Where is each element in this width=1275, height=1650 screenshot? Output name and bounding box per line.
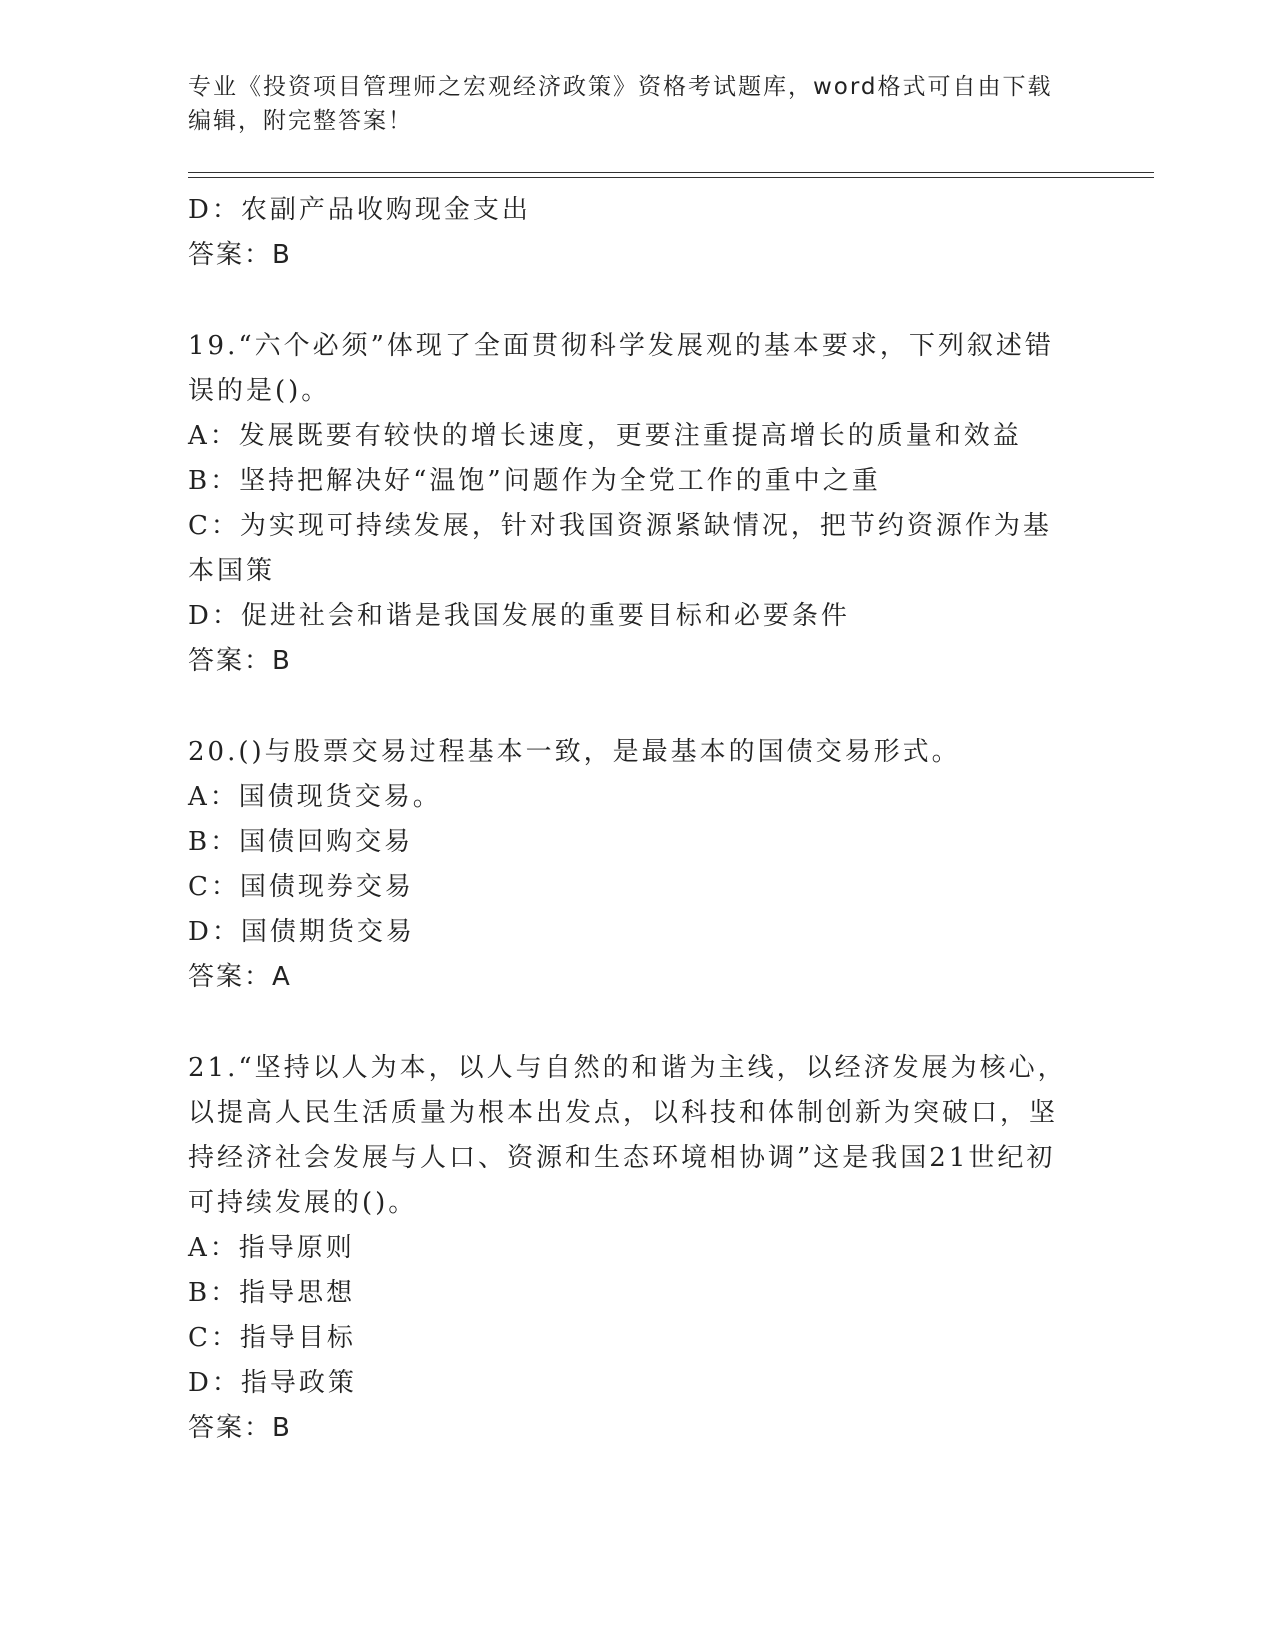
question-19-option-a: A：发展既要有较快的增长速度，更要注重提高增长的质量和效益 — [188, 421, 1022, 451]
question-21-option-d: D：指导政策 — [188, 1368, 357, 1398]
question-19 — [188, 324, 1148, 684]
question-21-option-b: B：指导思想 — [188, 1278, 356, 1308]
question-21-stem: 21.“坚持以人为本，以人与自然的和谐为主线，以经济发展为核心，以提高人民生活质量为根本出发点，以科技和体制创新为突破口，坚持经济社会发展与人口、资源和生态环境相协调”这是我国21世纪初可持续发展的()。 — [188, 1053, 1067, 1218]
question-19-option-d: D：促进社会和谐是我国发展的重要目标和必要条件 — [188, 601, 850, 631]
question-list — [188, 188, 1148, 1451]
header-divider — [188, 172, 1154, 178]
spacer — [188, 1000, 1148, 1046]
document-page — [188, 70, 1148, 1451]
question-20-stem: 20.()与股票交易过程基本一致，是最基本的国债交易形式。 — [188, 737, 961, 767]
question-21 — [188, 1046, 1148, 1451]
question-19-stem: 19.“六个必须”体现了全面贯彻科学发展观的基本要求，下列叙述错误的是()。 — [188, 331, 1054, 406]
spacer — [188, 278, 1148, 324]
question-19-option-b: B：坚持把解决好“温饱”问题作为全党工作的重中之重 — [188, 466, 881, 496]
prev-option-d: D：农副产品收购现金支出 — [188, 195, 531, 225]
question-21-option-c: C：指导目标 — [188, 1323, 356, 1353]
document-header: 专业《投资项目管理师之宏观经济政策》资格考试题库，word格式可自由下载编辑，附完整答案！ — [188, 74, 1053, 134]
spacer — [188, 684, 1148, 730]
question-20-option-b: B：国债回购交易 — [188, 827, 414, 857]
question-21-option-a: A：指导原则 — [188, 1233, 355, 1263]
question-20-option-c: C：国债现券交易 — [188, 872, 414, 902]
question-19-option-c: C：为实现可持续发展，针对我国资源紧缺情况，把节约资源作为基本国策 — [188, 511, 1052, 586]
question-20-option-d: D：国债期货交易 — [188, 917, 415, 947]
question-20-option-a: A：国债现货交易。 — [188, 782, 442, 812]
question-19-answer: 答案：B — [188, 646, 292, 676]
prev-answer: 答案：B — [188, 240, 292, 270]
question-20-answer: 答案：A — [188, 962, 292, 992]
question-21-answer: 答案：B — [188, 1413, 292, 1443]
question-20 — [188, 730, 1148, 1000]
